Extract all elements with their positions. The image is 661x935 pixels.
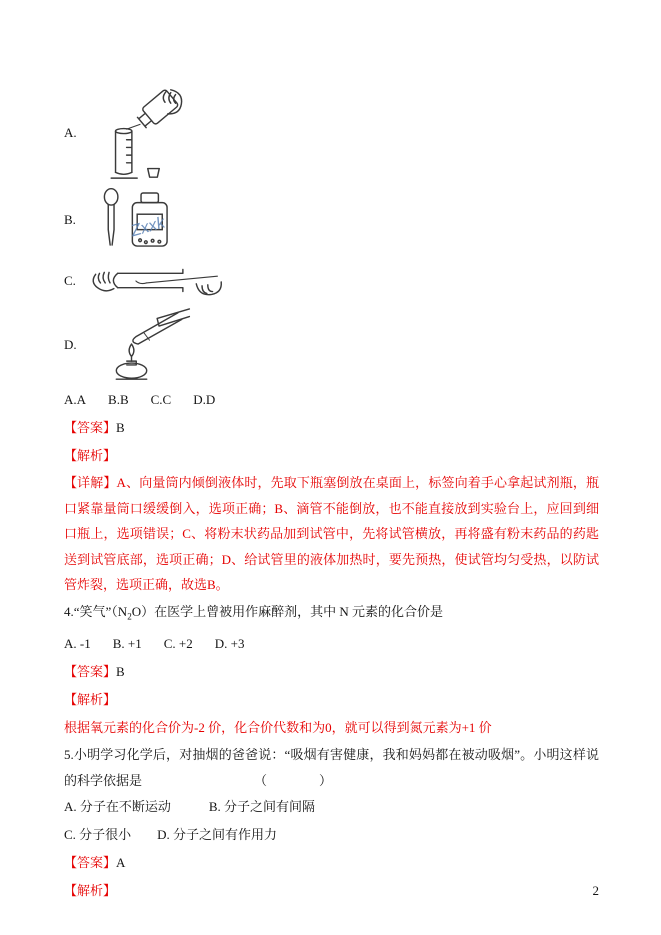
q4-option-c: C. +2 bbox=[163, 636, 193, 652]
q3-options-line bbox=[64, 386, 599, 414]
q3-option-a: A.A bbox=[64, 392, 87, 407]
q4-answer-line bbox=[64, 658, 599, 686]
q5-option-c: C. 分子很小 bbox=[64, 827, 132, 843]
q3-answer-value: B bbox=[116, 420, 125, 435]
q5-stem-text: 5.小明学习化学后，对抽烟的爸爸说：“吸烟有害健康，我和妈妈都在被动吸烟”。小明这样说的科学依据是 bbox=[64, 747, 599, 788]
q3-analysis-label: 【解析】 bbox=[64, 448, 117, 463]
figure-b-dropper-and-bottle-illustration bbox=[88, 186, 196, 254]
q5-options-row1 bbox=[64, 793, 599, 821]
q5-answer-brackets: （ ） bbox=[254, 772, 333, 788]
q4-stem-suffix: O）在医学上曾被用作麻醉剂，其中 N 元素的化合价是 bbox=[131, 603, 444, 619]
q4-analysis-label: 【解析】 bbox=[64, 692, 117, 708]
q3-detail-explanation: 【详解】A、向量筒内倾倒液体时，先取下瓶塞倒放在桌面上，标签向着手心拿起试剂瓶，瓶口紧靠量筒口缓缓倒入，选项正确；B、滴管不能倒放，也不能直接放到实验台上，应回到细口瓶上，选项错误；C、将粉末状药品加到试管中，先将试管横放，再将盛有粉末药品的药匙送到试管底部，选项正确；D、给试管里的液体加热时，要先预热，使试管均匀受热，以防试管炸裂，选项正确，故选B。 bbox=[64, 475, 599, 592]
figure-label-b: B. bbox=[64, 212, 76, 227]
q3-figure-group bbox=[64, 84, 599, 382]
figure-label-a: A. bbox=[64, 125, 77, 140]
q4-option-b: B. +1 bbox=[112, 636, 142, 652]
q3-option-b: B.B bbox=[108, 392, 129, 407]
figure-row-d bbox=[64, 308, 599, 382]
q5-analysis-label: 【解析】 bbox=[64, 883, 117, 899]
q4-answer-value: B bbox=[116, 664, 125, 680]
q4-options-line bbox=[64, 630, 599, 658]
q5-stem bbox=[64, 742, 599, 793]
figure-a-pouring-liquid-into-graduated-cylinder-illustration bbox=[88, 84, 194, 182]
figure-d-heating-test-tube-over-alcohol-lamp-illustration bbox=[88, 308, 194, 382]
figure-label-d: D. bbox=[64, 337, 77, 352]
q4-stem-prefix: 4.“笑气”（N bbox=[64, 603, 128, 619]
q5-answer-line bbox=[64, 849, 599, 877]
q5-option-d: D. 分子之间有作用力 bbox=[157, 827, 278, 843]
figure-row-c bbox=[64, 258, 599, 304]
q4-answer-label: 【答案】 bbox=[64, 664, 117, 680]
q4-option-a: A. -1 bbox=[64, 636, 91, 652]
q5-answer-value: A bbox=[116, 855, 126, 871]
q4-option-d: D. +3 bbox=[214, 636, 245, 652]
q3-option-c: C.C bbox=[150, 392, 172, 407]
q3-answer-label: 【答案】 bbox=[64, 420, 117, 435]
q4-formula-subscript: 2 bbox=[127, 611, 132, 622]
watermark-zxxk: Zxxk bbox=[128, 213, 167, 241]
q5-option-b: B. 分子之间有间隔 bbox=[208, 799, 316, 815]
figure-c-adding-powder-to-horizontal-test-tube-illustration bbox=[88, 258, 226, 304]
q5-option-a: A. 分子在不断运动 bbox=[64, 799, 171, 815]
q4-stem bbox=[64, 598, 599, 631]
q4-explanation: 根据氧元素的化合价为-2 价，化合价代数和为0，就可以得到氮元素为+1 价 bbox=[64, 720, 492, 736]
q5-options-row2 bbox=[64, 821, 599, 849]
page-number: 2 bbox=[592, 883, 599, 898]
q3-answer-line bbox=[64, 414, 599, 442]
figure-label-c: C. bbox=[64, 273, 76, 288]
q5-answer-label: 【答案】 bbox=[64, 855, 117, 871]
figure-row-b bbox=[64, 186, 599, 254]
figure-row-a bbox=[64, 84, 599, 182]
q3-option-d: D.D bbox=[193, 392, 216, 407]
